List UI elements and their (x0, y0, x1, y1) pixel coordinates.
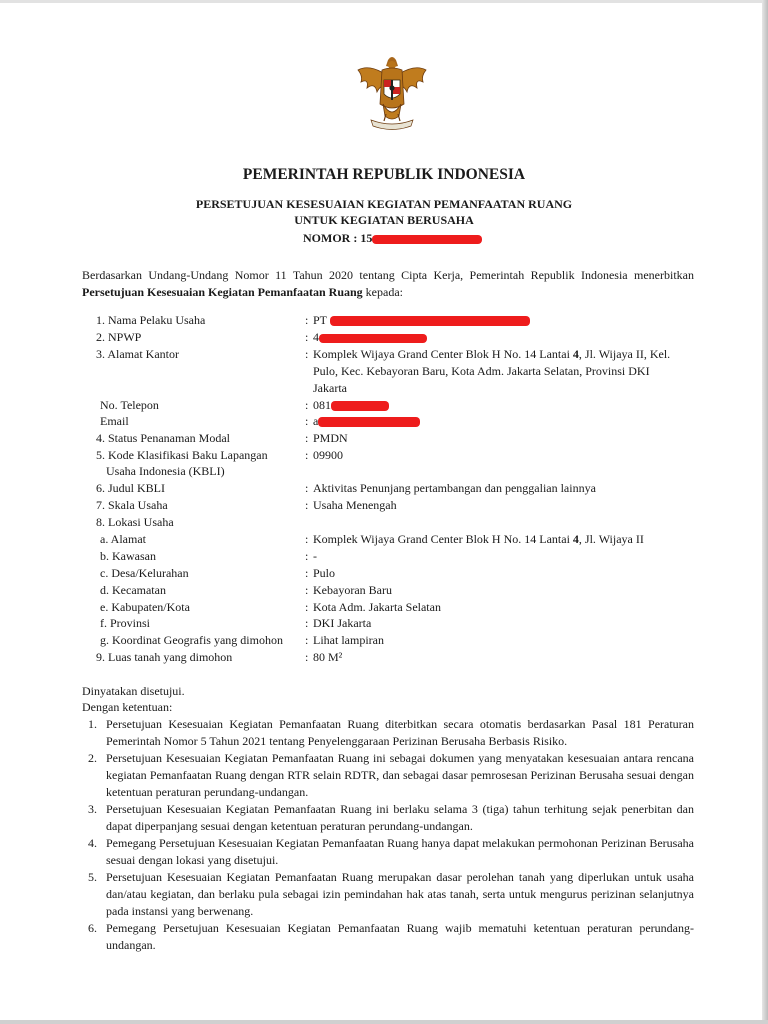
field-value-land-area: 80 M² (313, 650, 343, 664)
field-label-email: Email (100, 414, 129, 428)
term-item (82, 869, 694, 920)
field-value-province: DKI Jakarta (313, 616, 372, 630)
term-number: 3. (88, 802, 97, 816)
document-number-prefix: NOMOR : 15 (303, 231, 373, 245)
field-label-province: f. Provinsi (100, 616, 151, 630)
colon: : (305, 633, 309, 647)
field-value-business-scale: Usaha Menengah (313, 498, 397, 512)
field-value-capital-status: PMDN (313, 431, 348, 445)
redaction-bar (330, 316, 530, 326)
term-text: Persetujuan Kesesuaian Kegiatan Pemanfaatan Ruang ini berlaku selama 3 (tiga) tahun terhitung sejak penerbitan dan dapat diperpanjang sesuai dengan ketentuan peraturan perundang-undangan. (106, 802, 694, 833)
value-text: , Jl. Wijaya II, Kel. (578, 347, 671, 361)
field-value-kbli-title: Aktivitas Penunjang pertambangan dan penggalian lainnya (313, 481, 596, 495)
redaction-bar (319, 334, 427, 343)
field-label-location-address: a. Alamat (100, 532, 146, 546)
term-number: 5. (88, 870, 97, 884)
colon: : (305, 330, 309, 344)
field-label-business-location: 8. Lokasi Usaha (96, 515, 174, 529)
field-label-business-name: 1. Nama Pelaku Usaha (96, 313, 206, 327)
page-edge-right (762, 0, 768, 1024)
field-label-phone: No. Telepon (100, 398, 159, 412)
field-label-village: c. Desa/Kelurahan (100, 566, 189, 580)
redaction-bar (372, 235, 482, 244)
terms-intro: Dengan ketentuan: (82, 700, 173, 714)
term-item (82, 716, 694, 750)
term-item (82, 920, 694, 954)
term-item (82, 835, 694, 869)
intro-paragraph (82, 267, 694, 301)
colon: : (305, 616, 309, 630)
colon: : (305, 481, 309, 495)
field-value-location-address (313, 531, 644, 548)
document-title-line-1: PERSETUJUAN KESESUAIAN KEGIATAN PEMANFAATAN RUANG (195, 197, 573, 211)
value-text: PT (313, 313, 327, 327)
field-value-office-address-line-1 (313, 346, 670, 363)
term-text: Pemegang Persetujuan Kesesuaian Kegiatan Pemanfaatan Ruang hanya dapat melakukan permohonan Perizinan Berusaha sesuai dengan lokasi yang disetujui. (106, 836, 694, 867)
value-text: Komplek Wijaya Grand Center Blok H No. 14 Lantai (313, 532, 573, 546)
term-number: 6. (88, 921, 97, 935)
field-value-district: Kebayoran Baru (313, 583, 392, 597)
colon: : (305, 414, 309, 428)
field-label-kbli-code-line-2: Usaha Indonesia (KBLI) (106, 464, 225, 478)
colon: : (305, 600, 309, 614)
term-number: 4. (88, 836, 97, 850)
value-text: 4 (313, 330, 319, 344)
field-value-coordinates: Lihat lampiran (313, 633, 384, 647)
intro-text: Berdasarkan Undang-Undang Nomor 11 Tahun 2020 tentang Cipta Kerja, Pemerintah Republik Indonesia menerbitkan (82, 268, 694, 282)
colon: : (305, 498, 309, 512)
field-value-village: Pulo (313, 566, 336, 580)
value-bold: 4 (572, 347, 579, 361)
field-label-kbli-code-line-1: 5. Kode Klasifikasi Baku Lapangan (96, 448, 268, 462)
term-item (82, 750, 694, 801)
field-label-coordinates: g. Koordinat Geografis yang dimohon (100, 633, 283, 647)
colon: : (305, 313, 309, 327)
approval-statement: Dinyatakan disetujui. (82, 684, 185, 698)
colon: : (305, 549, 309, 563)
colon: : (305, 650, 309, 664)
redaction-bar (331, 401, 389, 411)
field-label-capital-status: 4. Status Penanaman Modal (96, 431, 230, 445)
field-label-npwp: 2. NPWP (96, 330, 142, 344)
field-value-phone (313, 397, 389, 414)
term-number: 1. (88, 717, 97, 731)
value-text: 081 (313, 398, 331, 412)
page-edge-top (0, 0, 768, 3)
field-value-kbli-code: 09900 (313, 448, 343, 462)
field-label-land-area: 9. Luas tanah yang dimohon (96, 650, 233, 664)
redaction-bar (318, 417, 420, 427)
document-title-line-2: UNTUK KEGIATAN BERUSAHA (294, 213, 474, 227)
term-text: Persetujuan Kesesuaian Kegiatan Pemanfaatan Ruang diterbitkan secara otomatis berdasarkan Pasal 181 Peraturan Pemerintah Nomor 5 Tahun 2021 tentang Penyelenggaraan Perizinan Berusaha Berbasis Risiko. (106, 717, 694, 748)
field-value-city: Kota Adm. Jakarta Selatan (313, 600, 441, 614)
field-value-office-address-line-3: Jakarta (313, 381, 347, 395)
colon: : (305, 566, 309, 580)
colon: : (305, 532, 309, 546)
colon: : (305, 398, 309, 412)
field-label-district: d. Kecamatan (100, 583, 166, 597)
field-value-area: - (313, 549, 317, 563)
page-edge-bottom (0, 1020, 768, 1024)
field-label-office-address: 3. Alamat Kantor (96, 347, 179, 361)
value-bold: 4 (572, 532, 579, 546)
value-text: a (313, 414, 319, 428)
field-value-email (313, 413, 420, 430)
value-text: Komplek Wijaya Grand Center Blok H No. 14 Lantai (313, 347, 573, 361)
field-label-area: b. Kawasan (100, 549, 156, 563)
colon: : (305, 431, 309, 445)
intro-bold-text: Persetujuan Kesesuaian Kegiatan Pemanfaatan Ruang (82, 285, 363, 299)
term-number: 2. (88, 751, 97, 765)
field-value-npwp (313, 329, 427, 346)
garuda-emblem-icon (355, 54, 429, 134)
intro-text-end: kepada: (362, 285, 403, 299)
field-label-kbli-title: 6. Judul KBLI (96, 481, 165, 495)
term-item (82, 801, 694, 835)
colon: : (305, 448, 309, 462)
term-text: Persetujuan Kesesuaian Kegiatan Pemanfaatan Ruang ini sebagai dokumen yang menyatakan kesesuaian antara rencana kegiatan Pemanfaatan Ruang dengan RTR selain RDTR, dan sebagai dasar pemrosesan Perizinan Berusaha sesuai dengan ketentuan peraturan perundang-undangan. (106, 751, 694, 799)
value-text: , Jl. Wijaya II (578, 532, 644, 546)
field-value-business-name (313, 312, 530, 329)
field-label-business-scale: 7. Skala Usaha (96, 498, 168, 512)
term-text: Pemegang Persetujuan Kesesuaian Kegiatan Pemanfaatan Ruang wajib mematuhi ketentuan peraturan perundang-undangan. (106, 921, 694, 952)
field-label-city: e. Kabupaten/Kota (100, 600, 190, 614)
document-number (303, 231, 482, 246)
government-title: PEMERINTAH REPUBLIK INDONESIA (242, 166, 526, 183)
colon: : (305, 583, 309, 597)
term-text: Persetujuan Kesesuaian Kegiatan Pemanfaatan Ruang merupakan dasar perolehan tanah yang diperlukan untuk usaha dan/atau kegiatan, dan berlaku pula sebagai izin pemindahan hak atas tanah, serta untuk mengurus perizinan selanjutnya pada instansi yang berwenang. (106, 870, 694, 918)
colon: : (305, 347, 309, 361)
field-value-office-address-line-2: Pulo, Kec. Kebayoran Baru, Kota Adm. Jakarta Selatan, Provinsi DKI (313, 364, 650, 378)
